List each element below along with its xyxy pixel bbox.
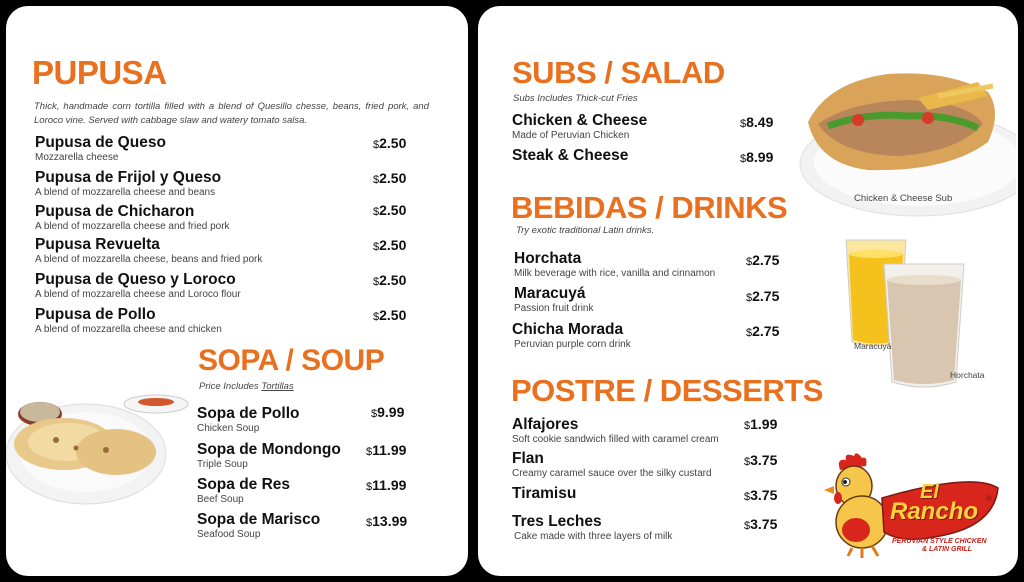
menu-item: [514, 285, 593, 314]
item-price: [373, 307, 406, 323]
item-description: A blend of mozzarella cheese and chicken: [35, 324, 222, 335]
price-value: 2.75: [752, 323, 780, 339]
subs-description: Subs Includes Thick-cut Fries: [513, 93, 638, 104]
pupusa-plate-photo: [6, 382, 196, 512]
price-value: 3.75: [750, 452, 778, 468]
item-price: [366, 513, 407, 529]
item-name: Maracuyá: [514, 285, 586, 302]
price-value: 11.99: [372, 442, 407, 458]
currency-symbol: $: [746, 256, 753, 268]
item-description: Creamy caramel sauce over the silky custard: [512, 468, 712, 479]
menu-item: [512, 321, 631, 350]
item-description: Seafood Soup: [197, 529, 261, 540]
currency-symbol: $: [373, 276, 380, 288]
menu-item: [197, 511, 320, 540]
item-price: [744, 516, 777, 532]
menu-item: [35, 169, 221, 198]
item-description: A blend of mozzarella cheese and beans: [35, 187, 216, 198]
item-description: Made of Peruvian Chicken: [512, 130, 630, 141]
item-name: Pupusa de Frijol y Queso: [35, 169, 222, 186]
item-name: Pupusa de Chicharon: [35, 203, 195, 220]
menu-item: [512, 450, 712, 479]
item-name: Chicken & Cheese: [512, 112, 648, 129]
price-value: 11.99: [372, 477, 407, 493]
right-menu-panel: [478, 6, 1018, 576]
item-description: A blend of mozzarella cheese and Loroco flour: [35, 289, 241, 300]
currency-symbol: $: [373, 174, 380, 186]
currency-symbol: $: [373, 206, 380, 218]
currency-symbol: $: [373, 311, 380, 323]
item-description: Beef Soup: [197, 494, 244, 505]
item-price: [744, 416, 777, 432]
horchata-caption: Horchata: [950, 370, 985, 380]
item-price: [744, 487, 777, 503]
sub-photo-caption: Chicken & Cheese Sub: [854, 193, 953, 204]
currency-symbol: $: [744, 420, 751, 432]
item-description: Triple Soup: [197, 459, 248, 470]
item-price: [366, 477, 406, 493]
currency-symbol: $: [746, 327, 753, 339]
item-price: [371, 404, 404, 420]
item-description: A blend of mozzarella cheese and fried pork: [35, 221, 230, 232]
el-rancho-logo: [822, 452, 1002, 562]
price-value: 2.75: [752, 252, 780, 268]
item-price: [373, 170, 406, 186]
item-price: [366, 442, 406, 458]
item-name: Pupusa de Pollo: [35, 306, 156, 323]
pupusa-description: Thick, handmade corn tortilla filled with a blend of Quesillo chesse, beans, fried pork, and Loroco vine. Served with cabbage slaw and watery tomato salsa.: [34, 101, 429, 126]
menu-item: [35, 203, 230, 232]
currency-symbol: $: [373, 139, 380, 151]
menu-item: [35, 306, 222, 335]
item-name: Sopa de Res: [197, 476, 291, 493]
pupusa-heading: PUPUSA: [32, 54, 167, 91]
item-price: [746, 252, 779, 268]
item-price: [746, 288, 779, 304]
menu-item: [197, 441, 341, 470]
menu-item: [514, 250, 715, 279]
currency-symbol: $: [371, 408, 378, 420]
subs-heading: SUBS / SALAD: [512, 55, 725, 90]
price-value: 2.75: [752, 288, 780, 304]
logo-line2: Rancho: [890, 498, 979, 525]
item-name: Horchata: [514, 250, 582, 267]
price-value: 13.99: [372, 513, 408, 529]
currency-symbol: $: [740, 153, 747, 165]
item-description: Cake made with three layers of milk: [514, 531, 673, 542]
item-description: Passion fruit drink: [514, 303, 594, 314]
price-value: 8.99: [746, 149, 774, 165]
item-price: [746, 323, 779, 339]
item-name: Sopa de Marisco: [197, 511, 321, 528]
item-name: Pupusa Revuelta: [35, 236, 160, 253]
logo-tagline2: & LATIN GRILL: [922, 546, 973, 553]
soup-note-text: Price Includes: [199, 381, 262, 392]
item-price: [373, 237, 406, 253]
price-value: 2.50: [379, 237, 407, 253]
menu-item: [512, 513, 672, 542]
price-value: 3.75: [750, 516, 778, 532]
item-price: [373, 135, 406, 151]
item-name: Sopa de Pollo: [197, 405, 300, 422]
logo-line1: El: [920, 481, 939, 503]
left-menu-panel: [6, 6, 468, 576]
price-value: 2.50: [379, 170, 407, 186]
menu-item: [35, 271, 241, 300]
currency-symbol: $: [740, 118, 747, 130]
logo-tagline1: PERUVIAN STYLE CHICKEN: [892, 538, 987, 545]
item-price: [373, 272, 406, 288]
price-value: 2.50: [379, 135, 407, 151]
tortillas-note: Tortillas: [261, 381, 294, 392]
item-price: [373, 202, 406, 218]
item-description: Peruvian purple corn drink: [514, 339, 631, 350]
item-name: Tres Leches: [512, 513, 602, 530]
price-value: 1.99: [750, 416, 778, 432]
item-description: A blend of mozzarella cheese, beans and fried pork: [35, 254, 263, 265]
price-value: 2.50: [379, 202, 407, 218]
currency-symbol: $: [746, 292, 753, 304]
price-value: 9.99: [377, 404, 405, 420]
currency-symbol: $: [744, 491, 751, 503]
drinks-description: Try exotic traditional Latin drinks.: [516, 225, 655, 236]
currency-symbol: $: [744, 456, 751, 468]
menu-item: [512, 112, 647, 141]
currency-symbol: $: [744, 520, 751, 532]
menu-item: [35, 236, 262, 265]
menu-item: [512, 485, 576, 503]
item-price: [740, 114, 773, 130]
soup-description: [199, 380, 294, 394]
item-name: Steak & Cheese: [512, 147, 629, 164]
desserts-heading: POSTRE / DESSERTS: [511, 373, 823, 408]
item-name: Flan: [512, 450, 544, 467]
soup-heading: SOPA / SOUP: [198, 344, 385, 377]
item-description: Mozzarella cheese: [35, 152, 119, 163]
price-value: 2.50: [379, 307, 407, 323]
item-name: Pupusa de Queso y Loroco: [35, 271, 236, 288]
menu-item: [35, 134, 166, 163]
item-name: Tiramisu: [512, 485, 577, 502]
price-value: 3.75: [750, 487, 778, 503]
currency-symbol: $: [366, 517, 373, 529]
menu-item: [512, 416, 719, 445]
menu-item: [197, 405, 299, 434]
item-name: Sopa de Mondongo: [197, 441, 341, 458]
maracuya-caption: Maracuyá: [854, 341, 892, 351]
drinks-heading: BEBIDAS / DRINKS: [511, 190, 788, 225]
item-name: Chicha Morada: [512, 321, 624, 338]
item-price: [744, 452, 777, 468]
price-value: 2.50: [379, 272, 407, 288]
item-description: Soft cookie sandwich filled with caramel cream: [512, 434, 719, 445]
currency-symbol: $: [366, 446, 373, 458]
registered-mark: ®: [986, 494, 992, 503]
menu-item: [197, 476, 290, 505]
item-price: [740, 149, 773, 165]
currency-symbol: $: [366, 481, 373, 493]
item-description: Chicken Soup: [197, 423, 260, 434]
menu-item: [512, 147, 628, 165]
item-name: Alfajores: [512, 416, 579, 433]
item-description: Milk beverage with rice, vanilla and cinnamon: [514, 268, 716, 279]
item-name: Pupusa de Queso: [35, 134, 166, 151]
currency-symbol: $: [373, 241, 380, 253]
price-value: 8.49: [746, 114, 774, 130]
